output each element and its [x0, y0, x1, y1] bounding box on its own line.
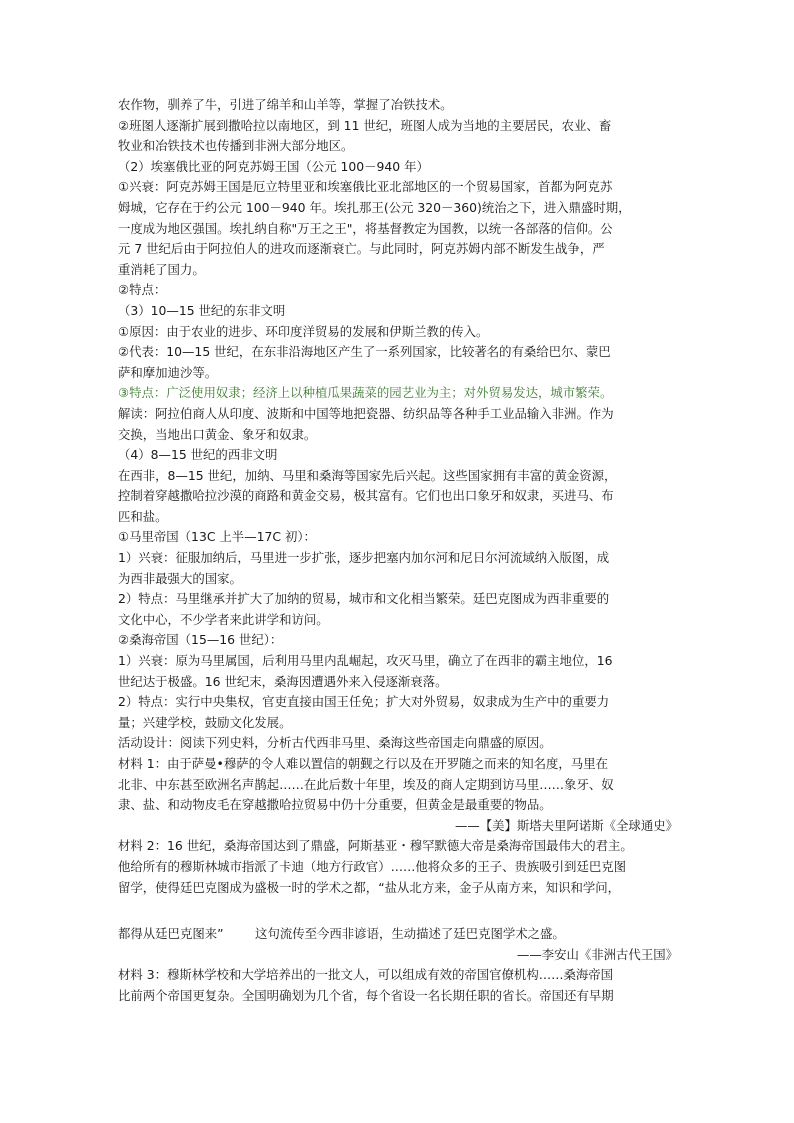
material-line: 材料 2：16 世纪，桑海帝国达到了鼎盛，阿斯基亚・穆罕默德大帝是桑海帝国最伟大的君主。 [118, 838, 633, 854]
text-line: ①原因：由于农业的进步、环印度洋贸易的发展和伊斯兰教的传入。 [118, 323, 489, 339]
text-line: 为西非最强大的国家。 [118, 570, 242, 586]
text-line: 世纪达于极盛。16 世纪末，桑海因遭遇外来入侵逐渐衰落。 [118, 673, 448, 689]
text-line: 1）兴衰：征服加纳后，马里进一步扩张，逐步把塞内加尔河和尼日尔河流域纳入版图，成 [118, 550, 610, 566]
text-line: 解读：阿拉伯商人从印度、波斯和中国等地把瓷器、纺织品等各种手工业品输入非洲。作为 [118, 405, 614, 421]
activity-prompt: 活动设计：阅读下列史料，分析古代西非马里、桑海这些帝国走向鼎盛的原因。 [118, 735, 552, 751]
text-line: ②代表：10—15 世纪，在东非沿海地区产生了一系列国家，比较著名的有桑给巴尔、蒙巴 [118, 344, 611, 360]
text-line: 重消耗了国力。 [118, 261, 205, 277]
material-line: 都得从廷巴克图来” 这句流传至今西非谚语，生动描述了廷巴克图学术之盛。 [118, 926, 565, 942]
text-line: 匹和盐。 [118, 508, 168, 524]
text-line: 控制着穿越撒哈拉沙漠的商路和黄金交易，极其富有。它们也出口象牙和奴隶，买进马、布 [118, 488, 614, 504]
material-line: 他给所有的穆斯林城市指派了卡迪（地方行政官）……他将众多的王子、贵族吸引到廷巴克图 [118, 858, 627, 874]
text-line: ①兴衰：阿克苏姆王国是厄立特里亚和埃塞俄比亚北部地区的一个贸易国家，首都为阿克苏 [118, 179, 613, 195]
text-line: 2）特点：马里继承并扩大了加纳的贸易，城市和文化相当繁荣。廷巴克图成为西非重要的 [118, 591, 610, 607]
text-line: 农作物，驯养了牛，引进了绵羊和山羊等，掌握了冶铁技术。 [118, 97, 453, 112]
section-heading: （2）埃塞俄比亚的阿克苏姆王国（公元 100－940 年） [118, 158, 429, 174]
material-line: 留学，使得廷巴克图成为盛极一时的学术之都，“盐从北方来，金子从南方来，知识和学问， [118, 879, 621, 895]
text-line: ②班图人逐渐扩展到撒哈拉以南地区，到 11 世纪，班图人成为当地的主要居民，农业、畜 [118, 117, 612, 133]
citation: ——李安山《非洲古代王国》 [516, 946, 678, 962]
material-line: 隶、盐、和动物皮毛在穿越撒哈拉贸易中仍十分重要，但黄金是最重要的物品。 [118, 797, 552, 813]
text-line: 姆城，它存在于约公元 100－940 年。埃扎那王(公元 320－360)统治之下，进入鼎盛时期， [118, 199, 631, 215]
material-line: 材料 1：由于萨曼•穆萨的令人难以置信的朝觐之行以及在开罗随之而来的知名度，马里在 [118, 756, 608, 771]
material-line: 材料 3：穆斯林学校和大学培养出的一批文人，可以组成有效的帝国官僚机构……桑海帝国 [118, 967, 614, 983]
text-line: 元 7 世纪后由于阿拉伯人的进攻而逐渐衰亡。与此同时，阿克苏姆内部不断发生战争，严 [118, 241, 605, 257]
text-line: 量；兴建学校，鼓励文化发展。 [118, 714, 292, 730]
text-line: 牧业和冶铁技术也传播到非洲大部分地区。 [118, 138, 354, 154]
section-heading: （3）10—15 世纪的东非文明 [118, 302, 286, 318]
text-line: ②特点： [118, 282, 167, 298]
subsection-heading: ②桑海帝国（15—16 世纪）： [118, 632, 283, 648]
text-line: 一度成为地区强国。埃扎纳自称"万王之王"，将基督教定为国教，以统一各部落的信仰。公 [118, 220, 613, 236]
text-line: 萨和摩加迪沙等。 [118, 364, 218, 380]
text-line: 交换，当地出口黄金、象牙和奴隶。 [118, 426, 317, 442]
citation: ——【美】斯塔夫里阿诺斯《全球通史》 [454, 817, 678, 833]
highlighted-text-line: ③特点：广泛使用奴隶；经济上以种植瓜果蔬菜的园艺业为主；对外贸易发达，城市繁荣。 [118, 385, 613, 401]
material-line: 北非、中东甚至欧洲名声鹊起……在此后数十年里，埃及的商人定期到访马里……象牙、奴 [118, 776, 614, 792]
text-line: 1）兴衰：原为马里属国，后利用马里内乱崛起，攻灭马里，确立了在西非的霸主地位，16 [118, 653, 613, 669]
text-line: 2）特点：实行中央集权，官吏直接由国王任免；扩大对外贸易，奴隶成为生产中的重要力 [118, 694, 610, 710]
text-line: 在西非，8—15 世纪，加纳、马里和桑海等国家先后兴起。这些国家拥有丰富的黄金资源， [118, 467, 617, 483]
document-page [118, 95, 678, 1007]
text-line: 文化中心，不少学者来此讲学和访问。 [118, 611, 329, 627]
section-heading: （4）8—15 世纪的西非文明 [118, 447, 278, 463]
subsection-heading: ①马里帝国（13C 上半—17C 初）： [118, 529, 316, 545]
material-line: 比前两个帝国更复杂。全国明确划为几个省，每个省设一名长期任职的省长。帝国还有早期 [118, 987, 614, 1003]
